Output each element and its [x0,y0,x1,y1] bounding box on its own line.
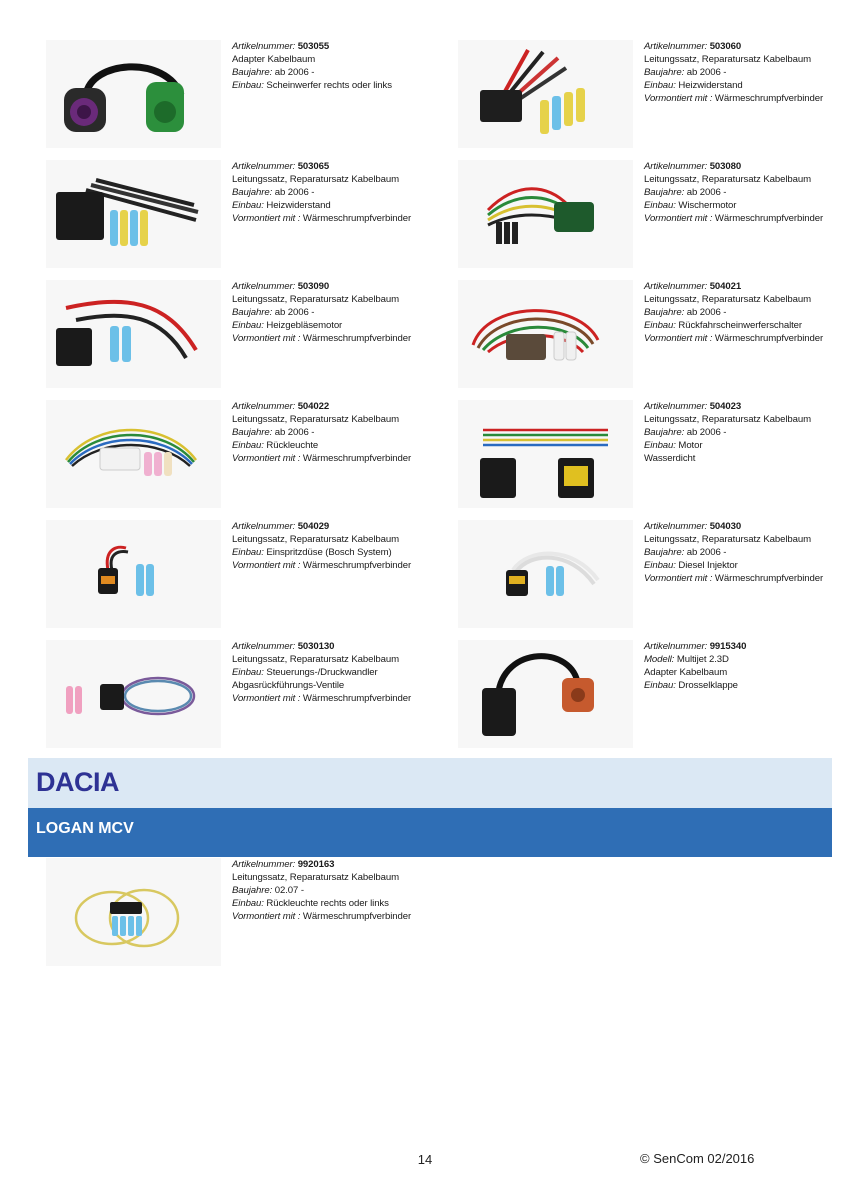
artikelnummer-value: 504023 [709,401,742,412]
vormontiert-value: Wärmeschrumpfverbinder [302,560,412,571]
bezeichnung: Leitungssatz, Reparatursatz Kabelbaum [232,414,399,425]
vormontiert-label: Vormontiert mit : [644,213,713,224]
einbau-value: Steuerungs-/Druckwandler [266,667,378,678]
product-503055 [46,40,456,150]
product-503080 [458,160,850,270]
artikelnummer-label: Artikelnummer: [644,401,708,412]
product-503060 [458,40,850,150]
einbau-value: Rückfahrscheinwerferschalter [678,320,802,331]
bezeichnung: Leitungssatz, Reparatursatz Kabelbaum [232,294,399,305]
einbau-value: Heizwiderstand [266,200,331,211]
brand-title: DACIA [36,767,119,797]
bezeichnung: Leitungssatz, Reparatursatz Kabelbaum [644,414,811,425]
baujahre-value: ab 2006 - [274,427,315,438]
vormontiert-value: Wärmeschrumpfverbinder [302,333,412,344]
vormontiert-value: Wärmeschrumpfverbinder [302,453,412,464]
baujahre-label: Baujahre: [644,427,685,438]
copyright: © SenCom 02/2016 [640,1151,755,1166]
product-504030 [458,520,850,630]
product-503065 [46,160,456,270]
artikelnummer-label: Artikelnummer: [644,281,708,292]
vormontiert-value: Wärmeschrumpfverbinder [714,213,824,224]
product-details [232,858,457,923]
artikelnummer-label: Artikelnummer: [232,401,296,412]
artikelnummer-value: 9915340 [709,641,747,652]
product-5030130 [46,640,456,750]
artikelnummer-value: 503065 [297,161,330,172]
product-504022 [46,400,456,510]
vormontiert-label: Vormontiert mit : [644,573,713,584]
product-details [644,280,850,345]
vormontiert-label: Vormontiert mit : [644,333,713,344]
einbau-label: Einbau: [644,320,676,331]
baujahre-value: 02.07 - [274,885,304,896]
einbau-label: Einbau: [232,440,264,451]
artikelnummer-value: 504022 [297,401,330,412]
product-504023 [458,400,850,510]
bezeichnung: Leitungssatz, Reparatursatz Kabelbaum [644,294,811,305]
einbau-label: Einbau: [232,898,264,909]
product-9920163 [46,858,456,968]
product-details [644,520,850,585]
vormontiert-value: Wärmeschrumpfverbinder [714,573,824,584]
vormontiert-label: Vormontiert mit : [232,333,301,344]
artikelnummer-value: 503080 [709,161,742,172]
wiring-kit-photo [46,520,221,628]
bezeichnung: Leitungssatz, Reparatursatz Kabelbaum [232,534,399,545]
einbau-value: Motor [678,440,703,451]
modell-value: Multijet 2.3D [676,654,729,665]
artikelnummer-label: Artikelnummer: [232,641,296,652]
baujahre-label: Baujahre: [644,307,685,318]
baujahre-value: ab 2006 - [274,307,315,318]
einbau-label: Einbau: [232,200,264,211]
einbau-value: Diesel Injektor [678,560,738,571]
einbau-label: Einbau: [644,680,676,691]
baujahre-value: ab 2006 - [274,67,315,78]
wiring-kit-photo [46,858,221,966]
baujahre-label: Baujahre: [232,307,273,318]
artikelnummer-label: Artikelnummer: [644,41,708,52]
section-model-header [28,808,832,857]
einbau-value: Scheinwerfer rechts oder links [266,80,392,91]
baujahre-value: ab 2006 - [686,67,727,78]
bezeichnung: Leitungssatz, Reparatursatz Kabelbaum [232,872,399,883]
vormontiert-label: Vormontiert mit : [232,693,301,704]
adapter-harness-photo [46,40,221,148]
wiring-kit-photo [46,640,221,748]
baujahre-label: Baujahre: [644,187,685,198]
bezeichnung: Leitungssatz, Reparatursatz Kabelbaum [644,54,811,65]
product-504029 [46,520,456,630]
bezeichnung: Leitungssatz, Reparatursatz Kabelbaum [232,174,399,185]
einbau-value: Rückleuchte [266,440,319,451]
einbau-label: Einbau: [644,80,676,91]
wiring-kit-photo [46,280,221,388]
einbau-label: Einbau: [232,547,264,558]
extra-info: Wasserdicht [644,453,696,464]
artikelnummer-value: 504021 [709,281,742,292]
product-details [232,160,457,225]
artikelnummer-label: Artikelnummer: [232,41,296,52]
artikelnummer-value: 503055 [297,41,330,52]
vormontiert-value: Wärmeschrumpfverbinder [302,911,412,922]
product-details [644,160,850,225]
bezeichnung: Leitungssatz, Reparatursatz Kabelbaum [644,174,811,185]
artikelnummer-label: Artikelnummer: [232,521,296,532]
artikelnummer-label: Artikelnummer: [232,161,296,172]
model-title: LOGAN MCV [36,820,134,837]
wiring-kit-photo [46,160,221,268]
bezeichnung: Leitungssatz, Reparatursatz Kabelbaum [232,654,399,665]
einbau-value: Heizwiderstand [678,80,743,91]
baujahre-label: Baujahre: [232,187,273,198]
baujahre-value: ab 2006 - [686,307,727,318]
product-504021 [458,280,850,390]
product-details [232,40,457,92]
baujahre-value: ab 2006 - [686,547,727,558]
baujahre-label: Baujahre: [232,67,273,78]
wiring-kit-photo [458,520,633,628]
product-details [232,520,457,572]
modell-label: Modell: [644,654,675,665]
product-details [232,280,457,345]
einbau-value: Drosselklappe [678,680,738,691]
vormontiert-value: Wärmeschrumpfverbinder [302,213,412,224]
vormontiert-label: Vormontiert mit : [232,213,301,224]
vormontiert-label: Vormontiert mit : [232,560,301,571]
product-details [232,400,457,465]
artikelnummer-label: Artikelnummer: [232,859,296,870]
einbau-label: Einbau: [644,200,676,211]
extra-info: Abgasrückführungs-Ventile [232,680,345,691]
wiring-kit-photo [46,400,221,508]
section-brand-header [28,758,832,808]
baujahre-label: Baujahre: [644,547,685,558]
wiring-kit-photo [458,40,633,148]
vormontiert-value: Wärmeschrumpfverbinder [714,93,824,104]
product-details [232,640,457,705]
product-details [644,400,850,465]
vormontiert-label: Vormontiert mit : [232,911,301,922]
wiring-kit-photo [458,160,633,268]
artikelnummer-value: 5030130 [297,641,335,652]
einbau-value: Einspritzdüse (Bosch System) [266,547,392,558]
einbau-value: Rückleuchte rechts oder links [266,898,389,909]
einbau-label: Einbau: [644,440,676,451]
artikelnummer-value: 503090 [297,281,330,292]
einbau-value: Heizgebläsemotor [266,320,343,331]
product-details [644,40,850,105]
einbau-label: Einbau: [644,560,676,571]
artikelnummer-value: 504029 [297,521,330,532]
artikelnummer-label: Artikelnummer: [232,281,296,292]
artikelnummer-label: Artikelnummer: [644,641,708,652]
artikelnummer-value: 504030 [709,521,742,532]
artikelnummer-value: 9920163 [297,859,335,870]
baujahre-value: ab 2006 - [686,187,727,198]
vormontiert-value: Wärmeschrumpfverbinder [302,693,412,704]
einbau-value: Wischermotor [678,200,737,211]
adapter-harness-photo [458,640,633,748]
bezeichnung: Adapter Kabelbaum [644,667,728,678]
baujahre-label: Baujahre: [644,67,685,78]
bezeichnung: Leitungssatz, Reparatursatz Kabelbaum [644,534,811,545]
bezeichnung: Adapter Kabelbaum [232,54,316,65]
product-details [644,640,850,692]
vormontiert-label: Vormontiert mit : [644,93,713,104]
vormontiert-value: Wärmeschrumpfverbinder [714,333,824,344]
artikelnummer-label: Artikelnummer: [644,521,708,532]
artikelnummer-value: 503060 [709,41,742,52]
vormontiert-label: Vormontiert mit : [232,453,301,464]
wiring-kit-photo [458,400,633,508]
wiring-kit-photo [458,280,633,388]
artikelnummer-label: Artikelnummer: [644,161,708,172]
baujahre-label: Baujahre: [232,885,273,896]
einbau-label: Einbau: [232,667,264,678]
baujahre-value: ab 2006 - [686,427,727,438]
baujahre-label: Baujahre: [232,427,273,438]
product-503090 [46,280,456,390]
product-9915340 [458,640,850,750]
baujahre-value: ab 2006 - [274,187,315,198]
page-number: 14 [417,1152,433,1167]
einbau-label: Einbau: [232,80,264,91]
einbau-label: Einbau: [232,320,264,331]
